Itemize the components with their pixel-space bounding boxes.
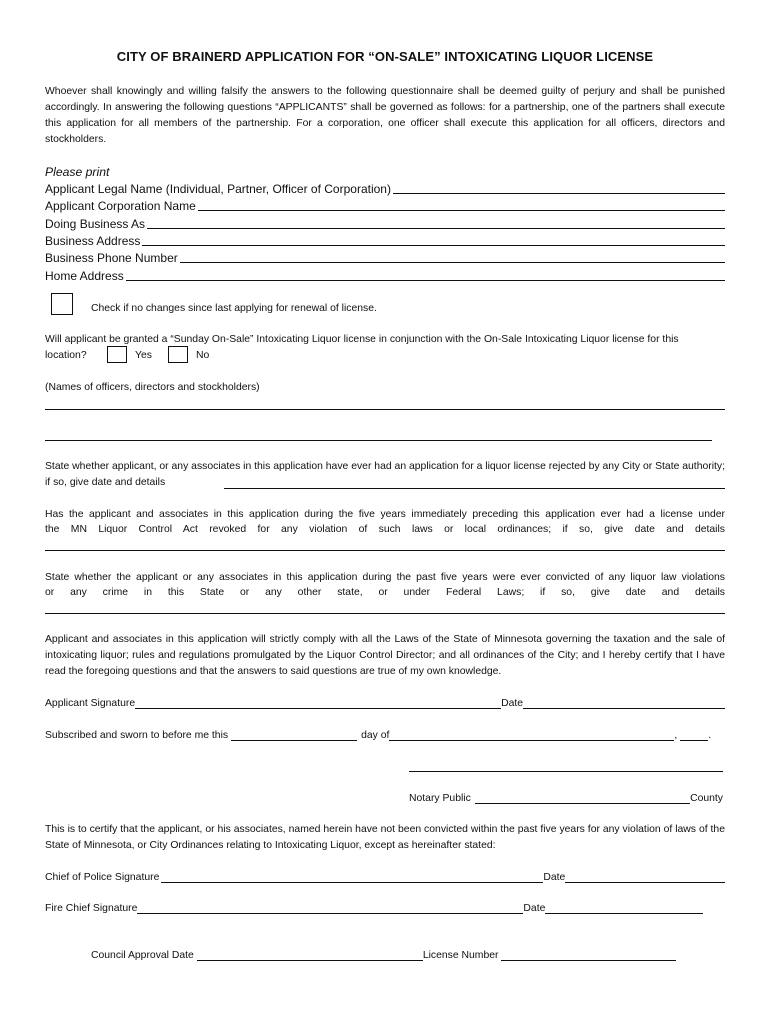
notary-public-label: Notary Public [409, 793, 471, 804]
home-address-row [45, 268, 725, 284]
sunday-yes-checkbox[interactable] [107, 346, 127, 363]
business-phone-field[interactable] [180, 262, 725, 263]
business-address-row [45, 233, 725, 249]
convicted-question-line1: State whether the applicant or any associates in this application during the past five years were ever convicted of any liquor law violations [45, 572, 725, 583]
convicted-question-line2: or any crime in this State or any other state, or under Federal Laws; if so, give date and details [45, 587, 725, 598]
chief-police-date-field[interactable] [565, 882, 725, 883]
officers-field-2[interactable] [45, 440, 712, 441]
legal-name-field[interactable] [393, 193, 725, 194]
revoked-answer-field[interactable] [45, 550, 725, 551]
applicant-signature-label: Applicant Signature [45, 698, 136, 709]
subscribed-year-field[interactable] [680, 740, 708, 741]
renewal-checkbox-label: Check if no changes since last applying for renewal of license. [91, 303, 377, 314]
revoked-question-line1: Has the applicant and associates in this application during the five years immediately preceding this application ever had a license under [45, 509, 725, 520]
rejected-answer-field[interactable] [224, 488, 725, 489]
business-phone-row [45, 250, 725, 266]
notary-county-field[interactable] [475, 803, 690, 804]
corp-name-field[interactable] [198, 210, 725, 211]
chief-police-row [45, 870, 725, 885]
applicant-date-label: Date [501, 698, 524, 709]
form-title: CITY OF BRAINERD APPLICATION FOR “ON-SALE” INTOXICATING LIQUOR LICENSE [116, 49, 654, 64]
council-approval-label: Council Approval Date [91, 950, 194, 961]
renewal-checkbox[interactable] [51, 293, 73, 315]
rejected-question: State whether applicant, or any associates in this application have ever had an application for a liquor license rejected by any City or State authority; if so, give date and details [45, 461, 725, 488]
subscribed-label: Subscribed and sworn to before me this [45, 730, 229, 741]
chief-police-date-label: Date [543, 872, 566, 883]
council-approval-date-field[interactable] [197, 960, 423, 961]
chief-police-label: Chief of Police Signature [45, 872, 160, 883]
legal-name-label: Applicant Legal Name (Individual, Partner, Officer of Corporation) [45, 182, 391, 196]
please-print-label: Please print [45, 165, 110, 179]
legal-name-row [45, 181, 725, 197]
dba-field[interactable] [147, 228, 725, 229]
council-row [91, 948, 676, 963]
business-address-label: Business Address [45, 234, 141, 248]
comma-separator: , [674, 730, 678, 741]
subscribed-row [45, 728, 725, 743]
sunday-no-checkbox[interactable] [168, 346, 188, 363]
applicant-date-field[interactable] [523, 708, 725, 709]
sunday-yes-label: Yes [135, 350, 152, 361]
officers-field-1[interactable] [45, 409, 725, 410]
county-label: County [690, 793, 723, 804]
fire-chief-signature-field[interactable] [137, 913, 523, 914]
business-address-field[interactable] [142, 245, 725, 246]
day-of-label: day of [361, 730, 390, 741]
compliance-statement: Applicant and associates in this application will strictly comply with all the Laws of the State of Minnesota governing the taxation and the sale of intoxicating liquor; rules and regulations promulgated by the Liquor Control Director; and all ordinances of the City; and I hereby certify that I have read the foregoing questions and that the answers to said questions are true of my own knowledge. [45, 634, 725, 677]
sunday-no-label: No [196, 350, 210, 361]
applicant-signature-row [45, 696, 725, 711]
notary-row [409, 791, 723, 806]
fire-chief-date-label: Date [523, 903, 546, 914]
home-address-field[interactable] [126, 280, 725, 281]
subscribed-month-field[interactable] [389, 740, 674, 741]
corp-name-label: Applicant Corporation Name [45, 199, 196, 213]
dba-label: Doing Business As [45, 217, 146, 231]
subscribed-day-field[interactable] [231, 740, 357, 741]
perjury-warning-paragraph: Whoever shall knowingly and willing falsify the answers to the following questionnaire shall be deemed guilty of perjury and shall be punished accordingly. In answering the following questions “APPLICANTS” shall be governed as follows: for a partnership, one of the partners shall execute this application for all members of the partnership. For a corporation, one officer shall execute this application for all officers, directors and stockholders. [45, 86, 725, 145]
chief-police-signature-field[interactable] [161, 882, 543, 883]
notary-signature-field[interactable] [409, 771, 723, 772]
fire-chief-date-field[interactable] [545, 913, 703, 914]
business-phone-label: Business Phone Number [45, 251, 178, 265]
fire-chief-row [45, 901, 703, 916]
revoked-question-line2: the MN Liquor Control Act revoked for any violation of such laws or local ordinances; if so, give date and details [45, 524, 725, 535]
applicant-signature-field[interactable] [135, 708, 501, 709]
sunday-question-line1: Will applicant be granted a “Sunday On-Sale” Intoxicating Liquor license in conjunction with the On-Sale Intoxicating Liquor license for this [45, 334, 679, 345]
fire-chief-label: Fire Chief Signature [45, 903, 138, 914]
license-number-field[interactable] [501, 960, 676, 961]
dba-row [45, 216, 725, 232]
sunday-question-line2: location? [45, 350, 87, 361]
officers-label: (Names of officers, directors and stockholders) [45, 382, 260, 393]
home-address-label: Home Address [45, 269, 124, 283]
corp-name-row [45, 198, 725, 214]
period-mark: . [708, 730, 712, 741]
license-number-label: License Number [422, 950, 499, 961]
convicted-answer-field[interactable] [45, 613, 725, 614]
certification-statement: This is to certify that the applicant, or his associates, named herein have not been convicted within the past five years for any violation of laws of the State of Minnesota, or City Ordinances relating to Intoxicating Liquor, except as hereinafter stated: [45, 824, 725, 851]
